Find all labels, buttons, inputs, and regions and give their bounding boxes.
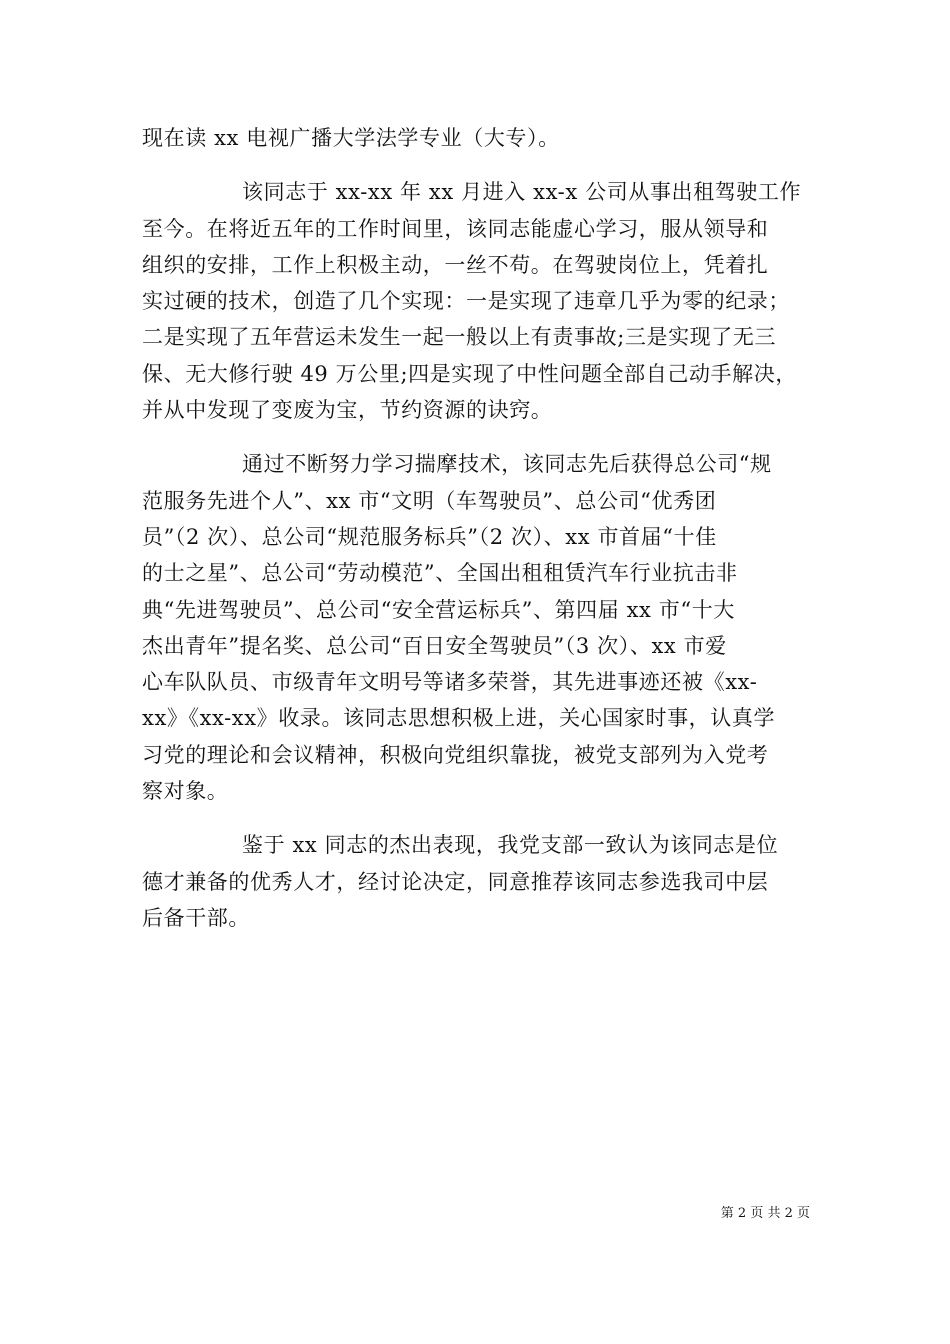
- text-line: 心车队队员、市级青年文明号等诸多荣誉，其先进事迹还被《xx-: [142, 670, 758, 695]
- document-body: [142, 120, 812, 936]
- text-line: 杰出青年”提名奖、总公司“百日安全驾驶员”（3 次）、xx 市爱: [142, 633, 727, 658]
- text-line: 组织的安排，工作上积极主动，一丝不苟。在驾驶岗位上，凭着扎: [142, 252, 769, 277]
- paragraph: [142, 174, 812, 428]
- text-line: 察对象。: [142, 779, 229, 804]
- text-line: xx》《xx-xx》收录。该同志思想积极上进，关心国家时事，认真学: [142, 706, 776, 731]
- text-line: 的士之星”、总公司“劳动模范”、全国出租租赁汽车行业抗击非: [142, 561, 738, 586]
- text-line: 保、无大修行驶 49 万公里;四是实现了中性问题全部自己动手解决，: [142, 361, 797, 386]
- text-line: 通过不断努力学习揣摩技术，该同志先后获得总公司“规: [242, 452, 772, 477]
- text-line: 德才兼备的优秀人才，经讨论决定，同意推荐该同志参选我司中层: [142, 869, 769, 894]
- text-line: 实过硬的技术，创造了几个实现：一是实现了违章几乎为零的纪录；: [142, 289, 790, 314]
- text-line: 现在读 xx 电视广播大学法学专业（大专）。: [142, 126, 560, 150]
- text-line: 二是实现了五年营运未发生一起一般以上有责事故;三是实现了无三: [142, 325, 777, 350]
- text-line: 后备干部。: [142, 905, 250, 930]
- paragraph: [142, 446, 812, 809]
- text-line: 至今。在将近五年的工作时间里，该同志能虚心学习，服从领导和: [142, 216, 769, 241]
- text-line: 鉴于 xx 同志的杰出表现，我党支部一致认为该同志是位: [242, 833, 779, 858]
- paragraph: [142, 827, 812, 936]
- paragraph: [142, 120, 812, 156]
- text-line: 范服务先进个人”、xx 市“文明（车驾驶员”、总公司“优秀团: [142, 488, 717, 513]
- text-line: 员”（2 次）、总公司“规范服务标兵”（2 次）、xx 市首届“十佳: [142, 524, 717, 549]
- text-line: 习党的理论和会议精神，积极向党组织靠拢，被党支部列为入党考: [142, 742, 769, 767]
- text-line: 该同志于 xx-xx 年 xx 月进入 xx-x 公司从事出租驾驶工作: [242, 180, 802, 205]
- text-line: 并从中发现了变废为宝，节约资源的诀窍。: [142, 398, 553, 423]
- page-number-footer: 第 2 页 共 2 页: [720, 1206, 810, 1221]
- text-line: 典“先进驾驶员”、总公司“安全营运标兵”、第四届 xx 市“十大: [142, 597, 735, 622]
